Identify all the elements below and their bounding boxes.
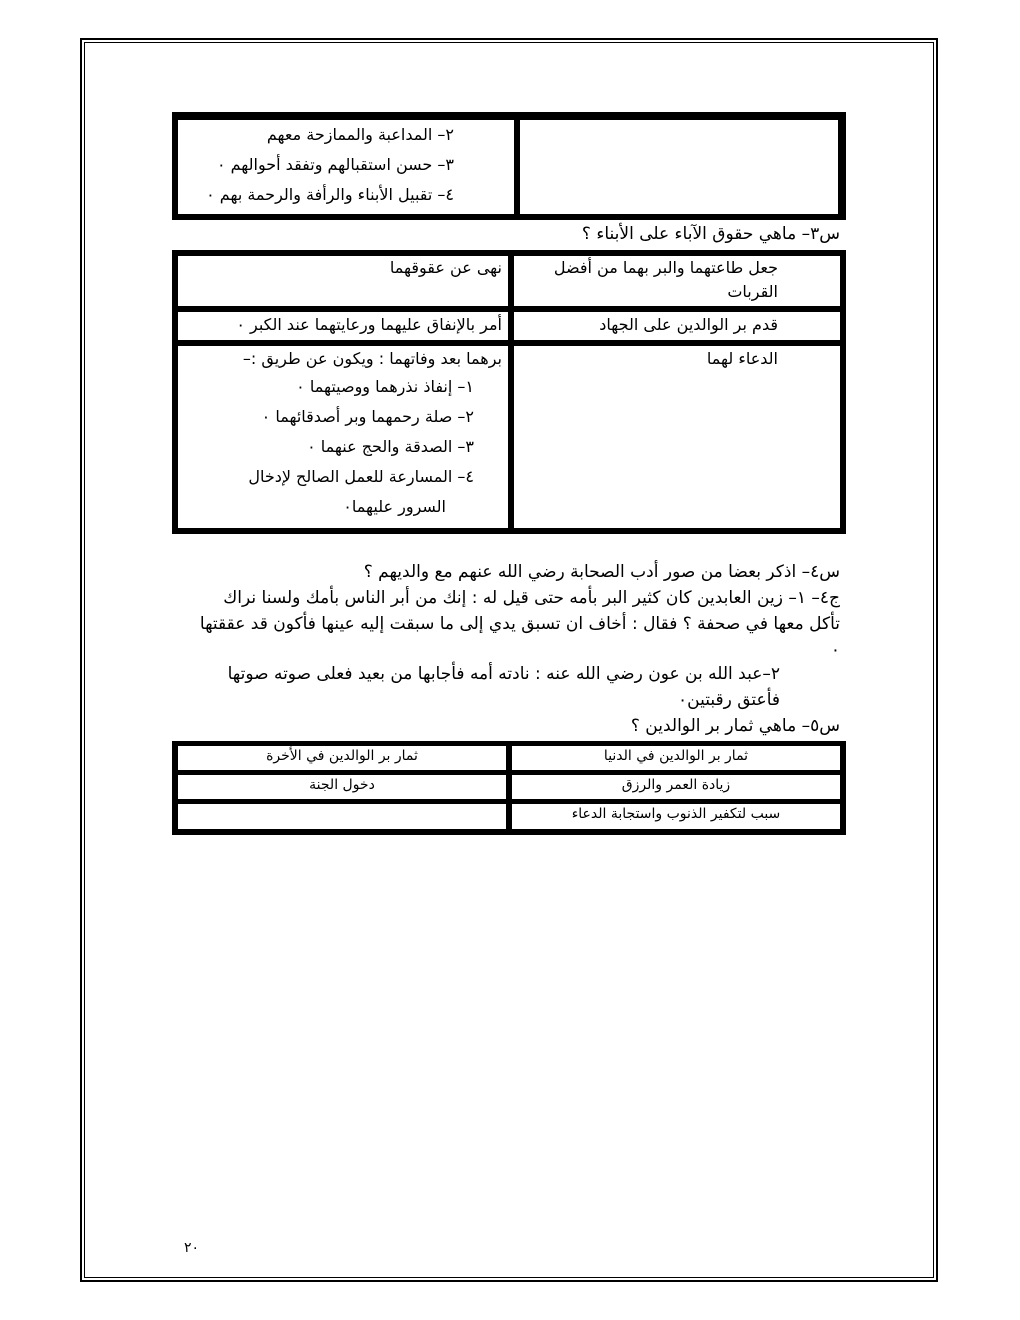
table3-header-right xyxy=(512,746,840,770)
table2-row3-left-line2: ١– إنفاذ نذرهما ووصيتهما ٠ xyxy=(296,377,474,396)
table2-row1-left-text: نهى عن عقوقهما xyxy=(389,258,502,277)
table3-row1-left-text: دخول الجنة xyxy=(309,777,375,793)
table1-left-cell xyxy=(178,120,514,214)
question-4: س٤– اذكر بعضا من صور أدب الصحابة رضي الله عنهم مع والديهم ؟ xyxy=(363,562,840,582)
answer-4-line3: ٠ xyxy=(830,640,840,660)
table3-row1-right-text: زيادة العمر والرزق xyxy=(621,777,731,793)
table2-row3-right xyxy=(514,346,840,528)
table2-row2-right-text: قدم بر الوالدين على الجهاد xyxy=(599,315,778,334)
table3-row1-right xyxy=(512,775,840,799)
table3-header-left xyxy=(178,746,506,770)
table2-row1-right-line1: جعل طاعتهما والبر بهما من أفضل xyxy=(553,258,778,277)
table2-row2-left-text: أمر بالإنفاق عليهما ورعايتهما عند الكبر ٠ xyxy=(236,315,502,334)
table2-row3-left xyxy=(178,346,508,528)
question-5: س٥– ماهي ثمار بر الوالدين ؟ xyxy=(630,716,840,736)
table2-row1-right xyxy=(514,256,840,306)
table2-row3-left-line3: ٢– صلة رحمهما وبر أصدقائهما ٠ xyxy=(261,407,474,426)
table1-item-4: ٤– تقبيل الأبناء والرأفة والرحمة بهم ٠ xyxy=(206,185,454,204)
answer-4-line4: ٢–عبد الله بن عون رضي الله عنه : نادته أمه فأجابها من بعيد فعلى صوته صوتها xyxy=(227,664,780,684)
table2-row3-left-line5: ٤– المسارعة للعمل الصالح لإدخال xyxy=(248,467,474,486)
table3-header-right-text: ثمار بر الوالدين في الدنيا xyxy=(603,748,749,764)
table2-row3-left-line4: ٣– الصدقة والحج عنهما ٠ xyxy=(307,437,474,456)
table-fruits-of-piety xyxy=(172,741,846,835)
question-3: س٣– ماهي حقوق الآباء على الأبناء ؟ xyxy=(581,224,840,244)
table2-row1-right-line2: القربات xyxy=(727,282,778,301)
table2-row3-left-line1: برهما بعد وفاتهما : ويكون عن طريق :– xyxy=(242,349,502,368)
table2-row2-right xyxy=(514,312,840,340)
table2-row3-left-line6: السرور عليهما٠ xyxy=(343,497,446,516)
table-parents-rights xyxy=(172,250,846,534)
table3-header-left-text: ثمار بر الوالدين في الأخرة xyxy=(266,748,418,764)
page-number: ٢٠ xyxy=(184,1240,200,1256)
answer-4-line5: فأعتق رقبتين٠ xyxy=(678,690,780,710)
table3-row2-left xyxy=(178,804,506,829)
table2-row3-right-text: الدعاء لهما xyxy=(706,349,778,368)
table2-row1-left xyxy=(178,256,508,306)
table1-item-3: ٣– حسن استقبالهم وتفقد أحوالهم ٠ xyxy=(216,155,454,174)
table3-row1-left xyxy=(178,775,506,799)
table1-item-2: ٢– المداعبة والممازحة معهم xyxy=(266,125,454,144)
answer-4-line2: تأكل معها في صحفة ؟ فقال : أخاف ان تسبق يدي إلى ما سبقت إليه عينها فأكون قد عققتها xyxy=(199,614,840,634)
answer-4-line1: ج٤– ١– زين العابدين كان كثير البر بأمه حتى قيل له : إنك من أبر الناس بأمك ولسنا نراك xyxy=(223,588,840,608)
table3-row2-right xyxy=(512,804,840,829)
table-parents-duties-continued xyxy=(172,112,846,220)
table3-row2-right-text: سبب لتكفير الذنوب واستجابة الدعاء xyxy=(571,806,781,822)
table1-right-cell xyxy=(520,120,838,214)
table2-row2-left xyxy=(178,312,508,340)
